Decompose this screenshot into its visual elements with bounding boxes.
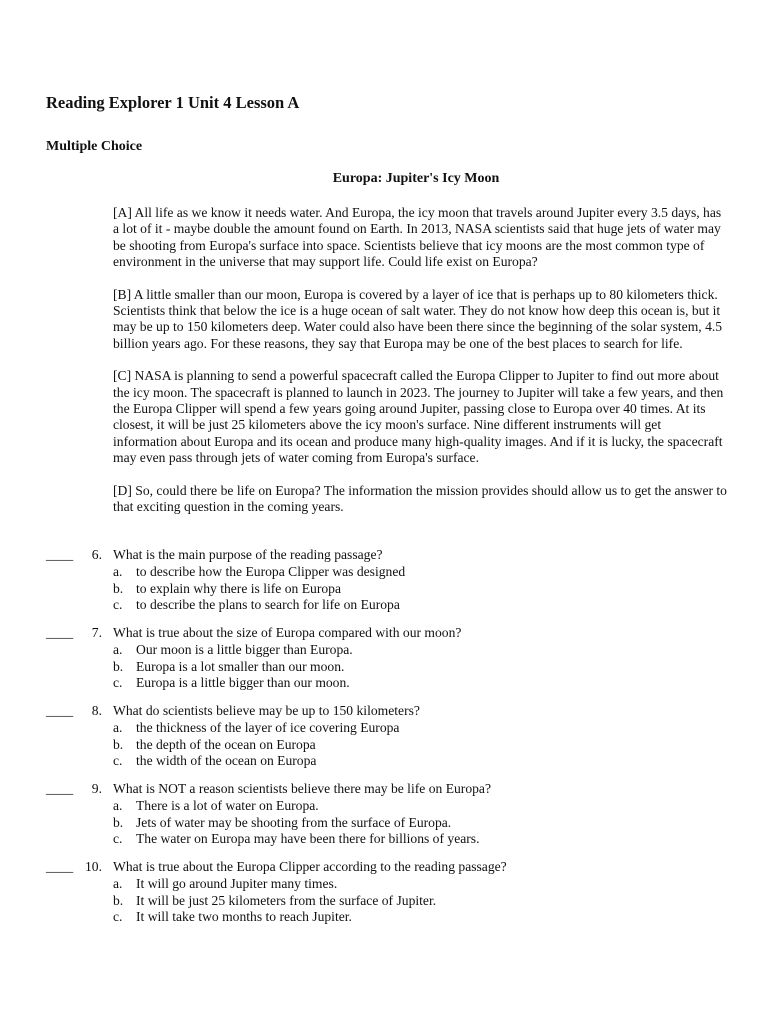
option-letter: b.: [113, 658, 124, 674]
option-text: to describe how the Europa Clipper was designed: [136, 564, 406, 579]
option-letter: b.: [113, 814, 124, 830]
question-number: 6.: [91, 547, 102, 562]
passage-paragraph-c: [C] NASA is planning to send a powerful spacecraft called the Europa Clipper to Jupiter to find out more about the icy moon. The spacecraft is planned to launch in 2023. The journey to Jupiter will take a few years, and then the Europa Clipper will spend a few years going around Jupiter, passing close to Europa over 40 times. At its closest, it will be just 25 kilometers above the icy moon's surface. Nine different instruments will get information about Europa and its ocean and produce many high-quality images. And if it is lucky, the spacecraft may even pass through jets of water coming from Europa's surface.: [113, 368, 724, 465]
option-text: It will go around Jupiter many times.: [136, 876, 338, 891]
option-letter: a.: [113, 720, 123, 735]
option-text: Jets of water may be shooting from the surface of Europa.: [136, 814, 452, 830]
option-text: to explain why there is life on Europa: [136, 580, 341, 596]
option-text: Europa is a lot smaller than our moon.: [136, 658, 345, 674]
passage-title: Europa: Jupiter's Icy Moon: [332, 171, 500, 186]
answer-blank[interactable]: ____: [46, 703, 74, 718]
option-letter: b.: [113, 736, 124, 752]
passage-paragraph-a: [A] All life as we know it needs water. And Europa, the icy moon that travels around Jupiter every 3.5 days, has a lot of it - maybe double the amount found on Earth. In 2013, NASA scientists said that huge jets of water may be shooting from Europa's surface into space. Scientists believe that icy moons are the most common type of environment in the universe that may support life. Could life exist on Europa?: [113, 205, 722, 269]
option-text: the depth of the ocean on Europa: [136, 736, 316, 752]
answer-blank[interactable]: ____: [46, 547, 74, 562]
document-title: Reading Explorer 1 Unit 4 Lesson A: [46, 93, 300, 112]
option-text: to describe the plans to search for life on Europa: [136, 597, 400, 612]
option-letter: c.: [113, 597, 123, 612]
question-number: 10.: [85, 859, 102, 874]
question-item: [0, 625, 768, 703]
option-text: the width of the ocean on Europa: [136, 753, 317, 768]
option-text: There is a lot of water on Europa.: [136, 798, 319, 813]
question-number: 9.: [91, 781, 102, 796]
option-letter: b.: [113, 892, 124, 908]
option-letter: a.: [113, 876, 123, 891]
question-stem: What do scientists believe may be up to 150 kilometers?: [113, 703, 420, 718]
answer-blank[interactable]: ____: [46, 859, 74, 874]
question-number: 8.: [91, 703, 102, 718]
option-letter: a.: [113, 642, 123, 657]
question-item: [0, 703, 768, 781]
question-list: [0, 547, 768, 937]
passage-paragraph-d: [D] So, could there be life on Europa? The information the mission provides should allow us to get the answer to that exciting question in the coming years.: [113, 482, 727, 514]
option-letter: a.: [113, 564, 123, 579]
option-text: Europa is a little bigger than our moon.: [136, 675, 350, 690]
question-item: [0, 547, 768, 625]
option-text: The water on Europa may have been there for billions of years.: [136, 831, 480, 846]
answer-blank[interactable]: ____: [46, 625, 74, 640]
option-text: It will be just 25 kilometers from the surface of Jupiter.: [136, 892, 437, 908]
option-letter: c.: [113, 675, 123, 690]
option-letter: c.: [113, 831, 123, 846]
question-number: 7.: [91, 625, 102, 640]
option-letter: a.: [113, 798, 123, 813]
option-text: the thickness of the layer of ice covering Europa: [136, 720, 400, 735]
option-letter: b.: [113, 580, 124, 596]
passage-paragraph-b: [B] A little smaller than our moon, Europa is covered by a layer of ice that is perhaps up to 80 kilometers thick. Scientists think that below the ice is a huge ocean of salt water. They do not know how deep this ocean is, but it may be up to 150 kilometers deep. Water could also have been there since the beginning of the solar system, 4.5 billion years ago. For these reasons, they say that Europa may be one of the best places to search for life.: [113, 286, 723, 351]
reading-passage: [113, 205, 727, 532]
option-text: Our moon is a little bigger than Europa.: [136, 642, 353, 657]
option-text: It will take two months to reach Jupiter.: [136, 909, 352, 924]
question-stem: What is true about the Europa Clipper according to the reading passage?: [113, 859, 507, 874]
question-stem: What is true about the size of Europa compared with our moon?: [113, 625, 462, 640]
answer-blank[interactable]: ____: [46, 781, 74, 796]
section-heading: Multiple Choice: [46, 139, 143, 154]
question-stem: What is NOT a reason scientists believe there may be life on Europa?: [113, 781, 491, 796]
option-letter: c.: [113, 909, 123, 924]
question-stem: What is the main purpose of the reading passage?: [113, 547, 383, 562]
question-item: [0, 781, 768, 859]
question-item: [0, 859, 768, 937]
option-letter: c.: [113, 753, 123, 768]
